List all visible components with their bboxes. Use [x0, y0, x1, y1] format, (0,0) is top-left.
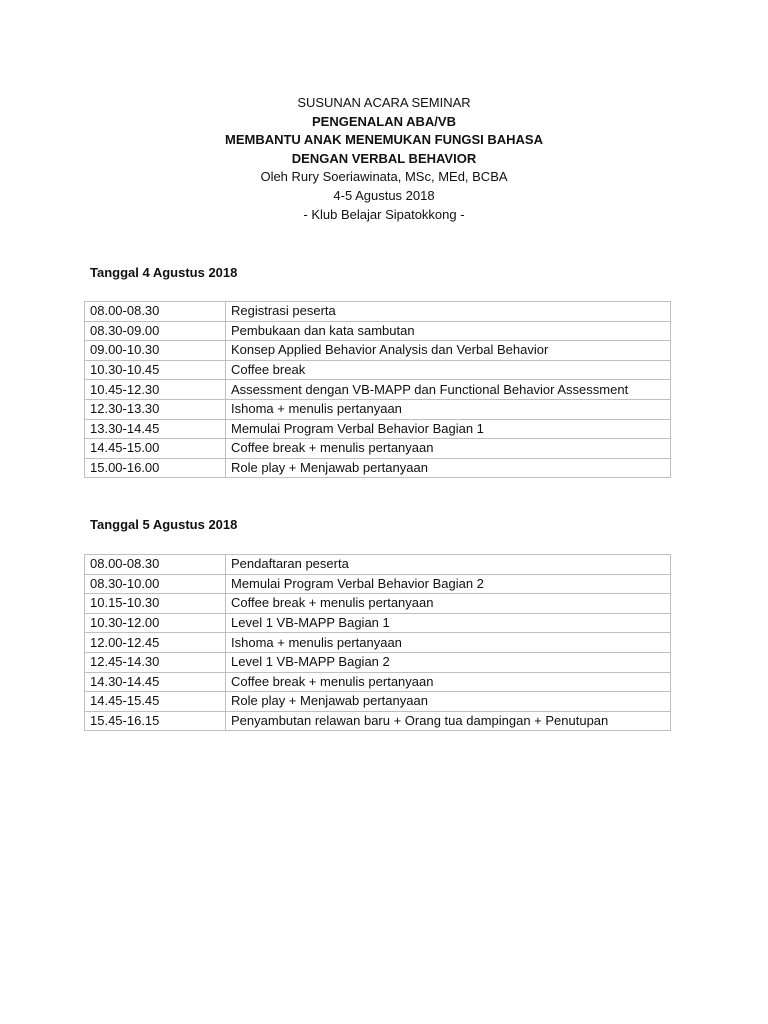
- time-cell: 08.00-08.30: [85, 302, 226, 322]
- speaker: Oleh Rury Soeriawinata, MSc, MEd, BCBA: [260, 169, 508, 185]
- table-row: [85, 652, 671, 672]
- time-cell: 12.00-12.45: [85, 633, 226, 653]
- table-row: [85, 594, 671, 614]
- activity-cell: Coffee break + menulis pertanyaan: [226, 672, 671, 692]
- table-row: [85, 439, 671, 459]
- table-row: [85, 672, 671, 692]
- table-row: [85, 555, 671, 575]
- activity-cell: Memulai Program Verbal Behavior Bagian 1: [226, 419, 671, 439]
- table-row: [85, 419, 671, 439]
- activity-cell: Ishoma + menulis pertanyaan: [226, 399, 671, 419]
- seminar-subtitle-1: MEMBANTU ANAK MENEMUKAN FUNGSI BAHASA: [224, 132, 543, 148]
- seminar-title: PENGENALAN ABA/VB: [312, 113, 456, 129]
- time-cell: 10.30-12.00: [85, 613, 226, 633]
- time-cell: 08.30-10.00: [85, 574, 226, 594]
- time-cell: 13.30-14.45: [85, 419, 226, 439]
- time-cell: 15.45-16.15: [85, 711, 226, 731]
- table-row: [85, 633, 671, 653]
- time-cell: 10.45-12.30: [85, 380, 226, 400]
- table-row: [85, 302, 671, 322]
- activity-cell: Assessment dengan VB-MAPP dan Functional Behavior Assessment: [226, 380, 671, 400]
- activity-cell: Level 1 VB-MAPP Bagian 1: [226, 613, 671, 633]
- table-row: [85, 711, 671, 731]
- organizer: - Klub Belajar Sipatokkong -: [303, 206, 465, 222]
- activity-cell: Pendaftaran peserta: [226, 555, 671, 575]
- activity-cell: Memulai Program Verbal Behavior Bagian 2: [226, 574, 671, 594]
- activity-cell: Level 1 VB-MAPP Bagian 2: [226, 652, 671, 672]
- table-row: [85, 399, 671, 419]
- event-dates: 4-5 Agustus 2018: [333, 187, 435, 203]
- document-header: [0, 94, 768, 224]
- table-row: [85, 574, 671, 594]
- time-cell: 10.30-10.45: [85, 360, 226, 380]
- time-cell: 10.15-10.30: [85, 594, 226, 614]
- activity-cell: Coffee break + menulis pertanyaan: [226, 594, 671, 614]
- table-row: [85, 321, 671, 341]
- time-cell: 14.45-15.45: [85, 692, 226, 712]
- time-cell: 14.45-15.00: [85, 439, 226, 459]
- day-2-schedule-table: [84, 554, 671, 731]
- activity-cell: Coffee break: [226, 360, 671, 380]
- header-line-1: SUSUNAN ACARA SEMINAR: [297, 95, 471, 110]
- activity-cell: Ishoma + menulis pertanyaan: [226, 633, 671, 653]
- seminar-subtitle-2: DENGAN VERBAL BEHAVIOR: [291, 150, 477, 166]
- table-row: [85, 458, 671, 478]
- activity-cell: Coffee break + menulis pertanyaan: [226, 439, 671, 459]
- time-cell: 08.30-09.00: [85, 321, 226, 341]
- activity-cell: Registrasi peserta: [226, 302, 671, 322]
- activity-cell: Role play + Menjawab pertanyaan: [226, 458, 671, 478]
- day-1-title: Tanggal 4 Agustus 2018: [90, 265, 238, 280]
- time-cell: 15.00-16.00: [85, 458, 226, 478]
- table-row: [85, 692, 671, 712]
- time-cell: 09.00-10.30: [85, 341, 226, 361]
- activity-cell: Konsep Applied Behavior Analysis dan Verbal Behavior: [226, 341, 671, 361]
- activity-cell: Pembukaan dan kata sambutan: [226, 321, 671, 341]
- table-row: [85, 360, 671, 380]
- table-row: [85, 613, 671, 633]
- activity-cell: Role play + Menjawab pertanyaan: [226, 692, 671, 712]
- activity-cell: Penyambutan relawan baru + Orang tua dampingan + Penutupan: [226, 711, 671, 731]
- time-cell: 14.30-14.45: [85, 672, 226, 692]
- table-row: [85, 380, 671, 400]
- time-cell: 12.30-13.30: [85, 399, 226, 419]
- day-2-title: Tanggal 5 Agustus 2018: [90, 517, 238, 532]
- time-cell: 08.00-08.30: [85, 555, 226, 575]
- time-cell: 12.45-14.30: [85, 652, 226, 672]
- table-row: [85, 341, 671, 361]
- day-1-schedule-table: [84, 301, 671, 478]
